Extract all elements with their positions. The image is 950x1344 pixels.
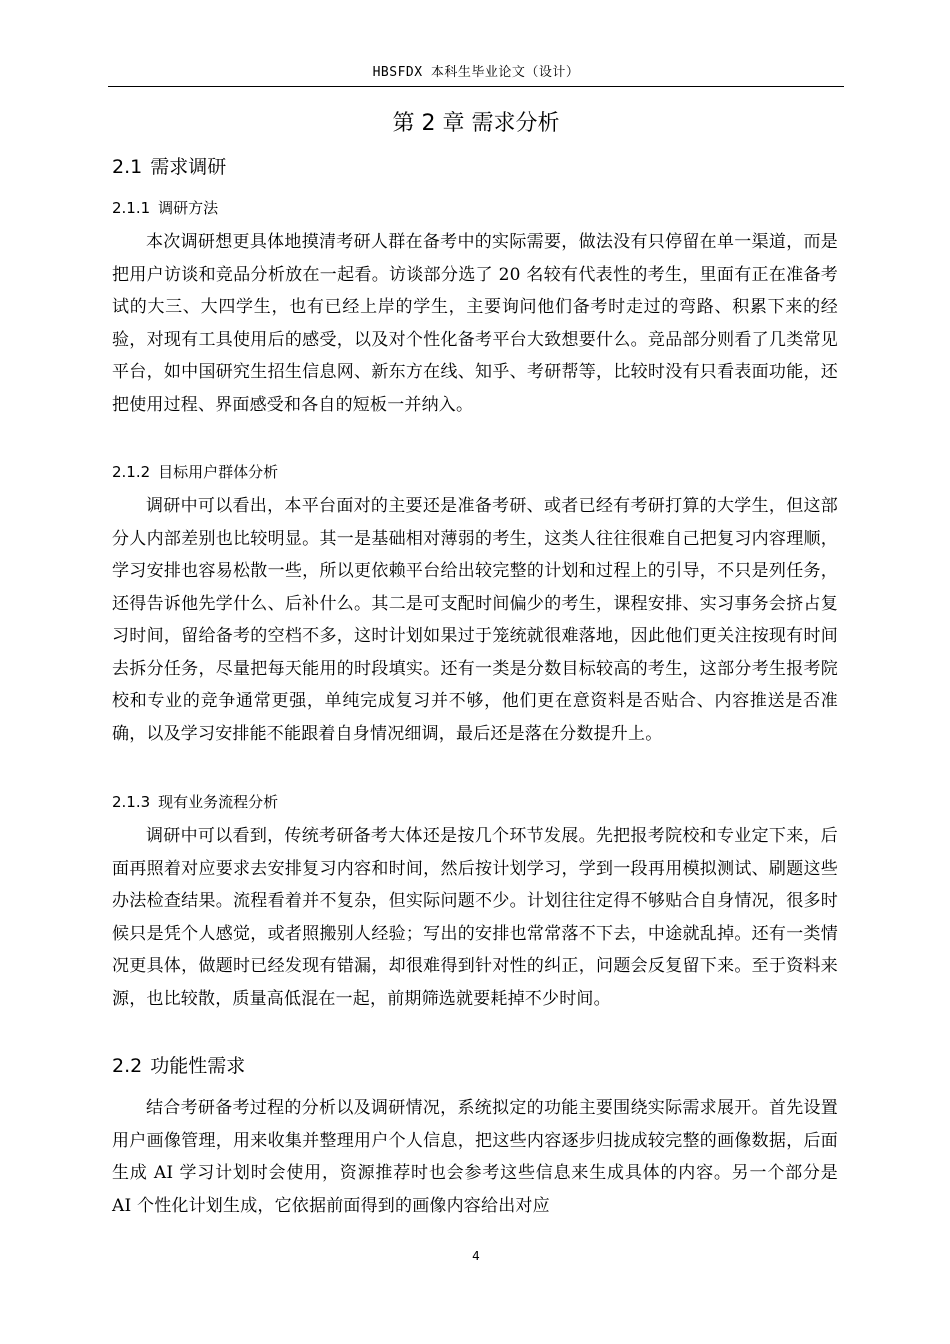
- subsection-number: 2.1.2: [112, 463, 151, 481]
- subsection-number: 2.1.1: [112, 199, 151, 217]
- subsection-title: 目标用户群体分析: [158, 463, 279, 481]
- subsection-heading-2-1-3: [112, 790, 278, 814]
- chapter-title: 第 2 章 需求分析: [392, 111, 560, 136]
- subsection-title: 现有业务流程分析: [158, 793, 279, 811]
- paragraph-research-method: 本次调研想更具体地摸清考研人群在备考中的实际需要，做法没有只停留在单一渠道，而是把用户访谈和竞品分析放在一起看。访谈部分选了 20 名较有代表性的考生，里面有正在准备考试的大三、大四学生，也有已经上岸的学生，主要询问他们备考时走过的弯路、积累下来的经验，对现有工具使用后的感受，以及对个性化备考平台大致想要什么。竞品部分则看了几类常见平台，如中国研究生招生信息网、新东方在线、知乎、考研帮等，比较时没有只看表面功能，还把使用过程、界面感受和各自的短板一并纳入。: [112, 232, 838, 415]
- paragraph-target-users: 调研中可以看出，本平台面对的主要还是准备考研、或者已经有考研打算的大学生，但这部分人内部差别也比较明显。其一是基础相对薄弱的考生，这类人往往很难自己把复习内容理顺，学习安排也容易松散一些，所以更依赖平台给出较完整的计划和过程上的引导，不只是列任务，还得告诉他先学什么、后补什么。其二是可支配时间偏少的考生，课程安排、实习事务会挤占复习时间，留给备考的空档不多，这时计划如果过于笼统就很难落地，因此他们更关注按现有时间去拆分任务，尽量把每天能用的时段填实。还有一类是分数目标较高的考生，这部分考生报考院校和专业的竞争通常更强，单纯完成复习并不够，他们更在意资料是否贴合、内容推送是否准确，以及学习安排能不能跟着自身情况细调，最后还是落在分数提升上。: [112, 496, 838, 744]
- running-header: HBSFDX 本科生毕业论文（设计）: [372, 65, 580, 80]
- section-title: 功能性需求: [150, 1055, 246, 1077]
- subsection-heading-2-1-1: [112, 196, 218, 220]
- section-number: 2.1: [112, 156, 143, 178]
- section-title: 需求调研: [150, 156, 227, 178]
- paragraph-functional-requirements: 结合考研备考过程的分析以及调研情况，系统拟定的功能主要围绕实际需求展开。首先设置用户画像管理，用来收集并整理用户个人信息，把这些内容逐步归拢成较完整的画像数据，后面生成 AI 学习计划时会使用，资源推荐时也会参考这些信息来生成具体的内容。另一个部分是 AI 个性化计划生成，它依据前面得到的画像内容给出对应: [112, 1098, 838, 1216]
- subsection-heading-2-1-2: [112, 460, 278, 484]
- section-heading-2-1: [112, 153, 226, 181]
- section-heading-2-2: [112, 1052, 245, 1080]
- subsection-number: 2.1.3: [112, 793, 151, 811]
- subsection-title: 调研方法: [158, 199, 219, 217]
- header-rule: [108, 86, 844, 87]
- page-number: 4: [472, 1249, 480, 1263]
- section-number: 2.2: [112, 1055, 143, 1077]
- paragraph-business-process: 调研中可以看到，传统考研备考大体还是按几个环节发展。先把报考院校和专业定下来，后面再照着对应要求去安排复习内容和时间，然后按计划学习，学到一段再用模拟测试、刷题这些办法检查结果。流程看着并不复杂，但实际问题不少。计划往往定得不够贴合自身情况，很多时候只是凭个人感觉，或者照搬别人经验；写出的安排也常常落不下去，中途就乱掉。还有一类情况更具体，做题时已经发现有错漏，却很难得到针对性的纠正，问题会反复留下来。至于资料来源，也比较散，质量高低混在一起，前期筛选就要耗掉不少时间。: [112, 826, 838, 1009]
